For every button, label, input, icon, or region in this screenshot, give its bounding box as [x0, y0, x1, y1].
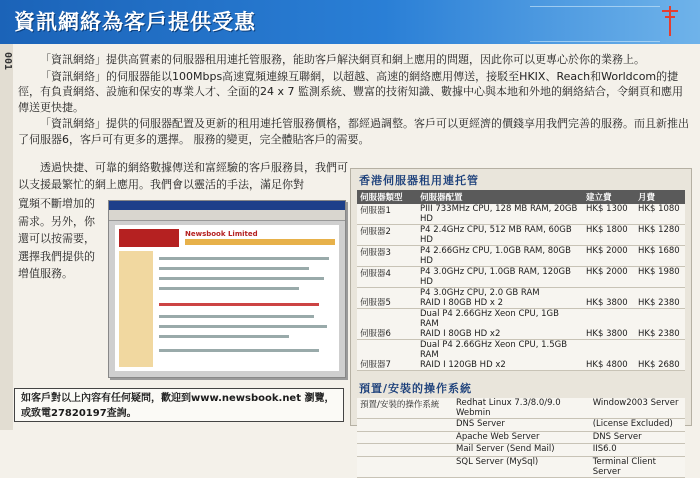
os-software-cell: SQL Server (MySql): [453, 456, 590, 477]
setup-fee-cell: HK$ 3800: [583, 288, 635, 309]
setup-fee-cell: HK$ 1800: [583, 225, 635, 246]
os-windows-cell: IIS6.0: [590, 444, 685, 457]
table-row: [357, 419, 685, 432]
os-label-cell: [357, 419, 453, 432]
os-windows-cell: Window2003 Server: [590, 398, 685, 419]
os-software-cell: Mail Server (Send Mail): [453, 444, 590, 457]
os-label-cell: 預置/安裝的操作系統: [357, 398, 453, 419]
os-software-cell: Apache Web Server: [453, 431, 590, 444]
server-type-cell: 伺服器3: [357, 246, 417, 267]
server-type-cell: 伺服器7: [357, 340, 417, 371]
table-row: [357, 288, 685, 309]
setup-fee-cell: HK$ 2000: [583, 267, 635, 288]
page-number-text: 001: [2, 52, 13, 71]
os-windows-cell: Terminal Client Server: [590, 456, 685, 477]
text-line: [159, 257, 329, 260]
page-title: 資訊網絡為客戶提供受惠: [14, 10, 256, 34]
narrow-text: 寬頻不斷增加的需求。另外，你還可以按需要，選擇我們提供的增值服務。: [18, 197, 95, 280]
pricing-table: [357, 190, 685, 371]
monthly-fee-cell: HK$ 1980: [635, 267, 685, 288]
lower-paragraph: 透過快捷、可靠的網絡數據傳送和富經驗的客戶服務員，我們可以支援最繁忙的網上應用。我們會以靈活的手法，滿足你對: [18, 161, 348, 191]
table-row: [357, 246, 685, 267]
setup-fee-cell: HK$ 3800: [583, 309, 635, 340]
os-software-cell: DNS Server: [453, 419, 590, 432]
server-config-cell: Dual P4 2.66GHz Xeon CPU, 1GB RAM RAID I 80GB HD x2: [417, 309, 583, 340]
pricing-title: 香港伺服器租用連托管: [359, 174, 479, 187]
server-config-cell: P4 3.0GHz CPU, 1.0GB RAM, 120GB HD: [417, 267, 583, 288]
os-windows-cell: DNS Server: [590, 431, 685, 444]
page-number: [2, 52, 12, 70]
server-type-cell: 伺服器6: [357, 309, 417, 340]
os-label-cell: [357, 431, 453, 444]
header-config: 伺服器配置: [417, 190, 583, 204]
site-sidebar: [119, 251, 153, 367]
monthly-fee-cell: HK$ 2380: [635, 288, 685, 309]
setup-fee-cell: HK$ 2000: [583, 246, 635, 267]
server-type-cell: 伺服器4: [357, 267, 417, 288]
table-row: [357, 444, 685, 457]
server-type-cell: 伺服器5: [357, 288, 417, 309]
server-config-cell: Dual P4 2.66GHz Xeon CPU, 1.5GB RAM RAID I 120GB HD x2: [417, 340, 583, 371]
server-config-cell: PIII 733MHz CPU, 128 MB RAM, 20GB HD: [417, 204, 583, 225]
website-screenshot-image: [108, 200, 346, 378]
setup-fee-cell: HK$ 1300: [583, 204, 635, 225]
os-label-cell: [357, 444, 453, 457]
table-row: [357, 456, 685, 477]
header-type: 伺服器類型: [357, 190, 417, 204]
monthly-fee-cell: HK$ 1680: [635, 246, 685, 267]
text-line: [159, 277, 324, 280]
browser-page: [115, 225, 339, 371]
lower-text: [18, 160, 348, 193]
text-line: [159, 325, 327, 328]
monthly-fee-cell: HK$ 2380: [635, 309, 685, 340]
table-row: [357, 225, 685, 246]
monthly-fee-cell: HK$ 1280: [635, 225, 685, 246]
pricing-panel: [350, 168, 692, 477]
server-type-cell: 伺服器1: [357, 204, 417, 225]
pricing-header-row: [357, 190, 685, 204]
site-name: Newsbook Limited: [185, 230, 258, 238]
header-monthly-fee: 月費: [635, 190, 685, 204]
monthly-fee-cell: HK$ 1080: [635, 204, 685, 225]
text-line: [159, 335, 289, 338]
text-line: [159, 349, 319, 352]
browser-toolbar: [109, 210, 345, 221]
table-row: [357, 267, 685, 288]
os-software-cell: Redhat Linux 7.3/8.0/9.0 Webmin: [453, 398, 590, 419]
server-config-cell: P4 2.66GHz CPU, 1.0GB RAM, 80GB HD: [417, 246, 583, 267]
contact-box: 如客戶對以上內容有任何疑問，歡迎到www.newsbook.net 瀏覽，或致電27820197查詢。: [14, 388, 344, 422]
site-logo: [119, 229, 179, 247]
server-type-cell: 伺服器2: [357, 225, 417, 246]
text-line: [159, 315, 314, 318]
table-row: [357, 204, 685, 225]
server-config-cell: P4 2.4GHz CPU, 512 MB RAM, 60GB HD: [417, 225, 583, 246]
os-title: 預置/安裝的操作系統: [359, 382, 473, 395]
text-line: [159, 267, 309, 270]
server-config-cell: P4 3.0GHz CPU, 2.0 GB RAM RAID I 80GB HD x 2: [417, 288, 583, 309]
header-banner: [0, 0, 700, 44]
side-margin: [0, 44, 13, 430]
text-line: [159, 303, 319, 306]
table-row: [357, 398, 685, 419]
antenna-icon: [662, 6, 678, 36]
monthly-fee-cell: HK$ 2680: [635, 340, 685, 371]
browser-titlebar: [109, 201, 345, 210]
table-row: [357, 309, 685, 340]
paragraph-1: 「資訊網絡」提供高質素的伺服器租用連托管服務，能助客戶解決網頁和網上應用的問題，因此你可以更專心於你的業務上。: [40, 53, 645, 66]
table-row: [357, 340, 685, 371]
intro-text: [18, 52, 690, 148]
os-windows-cell: (License Excluded): [590, 419, 685, 432]
os-label-cell: [357, 456, 453, 477]
header-setup-fee: 建立費: [583, 190, 635, 204]
site-nav-bar: [185, 239, 335, 245]
banner-decoration: [530, 6, 660, 42]
paragraph-3: 「資訊網絡」提供的伺服器配置及更新的租用連托管服務價格，都經過調整。客戶可以更經濟的價錢享用我們完善的服務。而且新推出了伺服器6，客戶可有更多的選擇。 服務的變更，完全體貼客戶的需要。: [18, 117, 689, 146]
text-line: [159, 287, 299, 290]
setup-fee-cell: HK$ 4800: [583, 340, 635, 371]
paragraph-2: 「資訊網絡」的伺服器能以100Mbps高速寬頻連線互聯網，以超越、高速的網絡應用傳送，接駁至HKIX、Reach和Worldcom的捷徑，有負責網絡、設施和保安的專業人才、全面的24 x 7 監測系統、豐富的技術知識、數據中心與本地和外地的網絡結合，令網頁和應用傳送更快捷。: [18, 69, 683, 114]
table-row: [357, 431, 685, 444]
os-table: [357, 398, 685, 478]
